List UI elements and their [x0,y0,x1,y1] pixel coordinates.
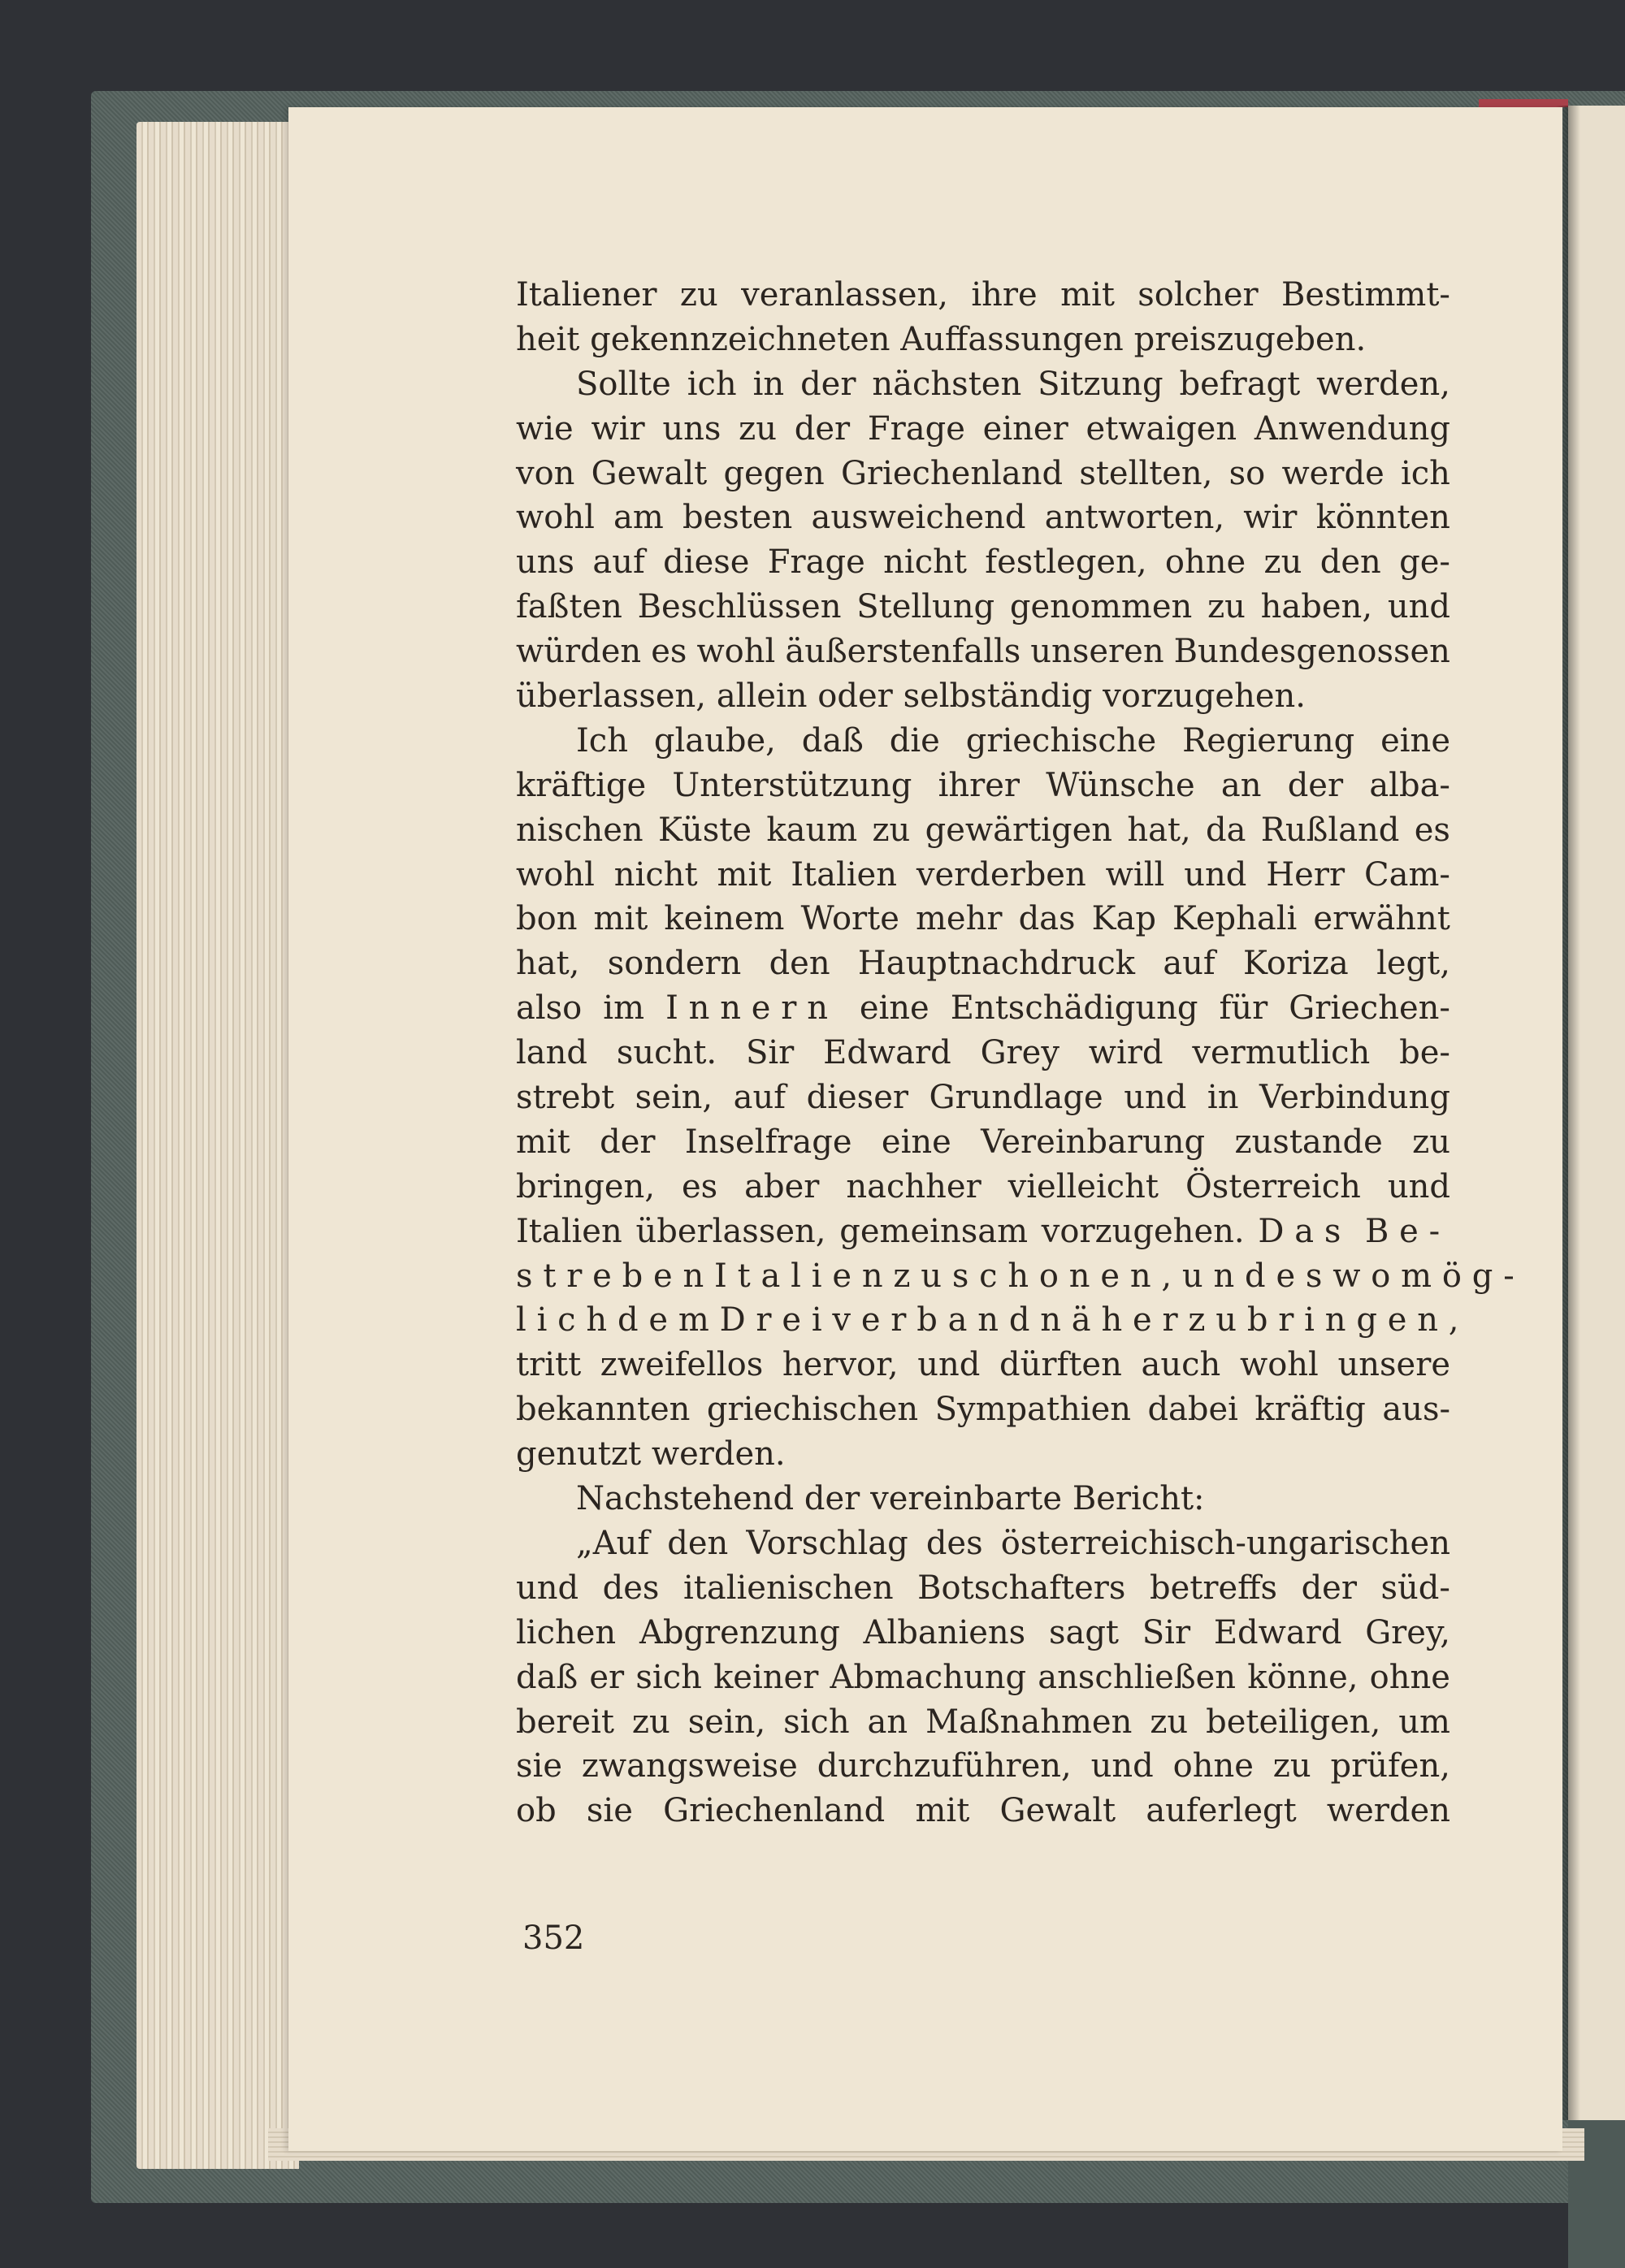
word: Griechen- [1289,989,1450,1028]
word: zu [739,409,778,448]
word: wohl [696,633,776,671]
text-line [516,630,1450,674]
word: wohl [516,499,595,537]
word: Worte [800,900,899,938]
text-line [516,362,1450,407]
spaced-word: Das [1258,1212,1352,1250]
text-line [516,941,1450,986]
word: betreffs [1149,1569,1278,1607]
word: Sollte [576,365,671,403]
word: gemeinsam [839,1212,1029,1250]
word: stellten, [1079,454,1213,492]
word: bekannten [516,1391,691,1429]
word: süd- [1380,1569,1450,1607]
word: Grey [980,1034,1060,1072]
word: bereit [516,1703,614,1741]
word: auf [1163,945,1216,983]
word: Entschädigung [950,989,1198,1028]
word: vermutlich [1192,1034,1371,1072]
word: daß [801,721,864,760]
spaced-word: Italien [714,1257,894,1295]
word: nicht [883,543,967,582]
text-line [516,808,1450,853]
word: prüfen, [1330,1747,1450,1785]
word: Frage [867,409,965,448]
word: also [516,989,583,1028]
word: genommen [1009,588,1193,626]
word: der [600,1123,656,1161]
spaced-word: womög- [1332,1257,1525,1295]
word: dieser [806,1079,908,1117]
word: zu [1412,1123,1450,1161]
word: ob [516,1792,557,1830]
word: genutzt [516,1435,642,1474]
word: veranlassen, [741,276,948,314]
word: italienischen [682,1569,894,1607]
word: wird [1088,1034,1164,1072]
word: da [1206,811,1246,849]
word: ich [1400,454,1450,492]
text-line [516,1744,1450,1789]
word: und [1184,855,1247,894]
word: ihrer [938,766,1020,804]
word: griechische [965,721,1157,760]
word: griechischen [706,1391,919,1429]
word: österreichisch-ungarischen [1000,1524,1450,1562]
word: Cam- [1363,855,1450,894]
word: der [804,1480,860,1518]
word: dabei [1147,1391,1238,1429]
word: mit [593,900,648,938]
word: ausweichend [811,499,1026,537]
word: sie [516,1747,562,1785]
word: in [1207,1079,1239,1117]
word: Bericht: [1072,1480,1205,1518]
word: zustande [1234,1123,1383,1161]
word: erwähnt [1313,900,1450,938]
word: so [1228,454,1266,492]
word: gewärtigen [925,811,1112,849]
page-stack-edge [136,122,299,2169]
word: vereinbarte [870,1480,1063,1518]
word: Edward [1213,1613,1342,1651]
text-line [516,585,1450,630]
word: Wünsche [1046,766,1195,804]
word: Griechenland [840,454,1064,492]
word: glaube, [653,721,776,760]
text-line [516,1031,1450,1076]
word: „Auf [576,1524,650,1562]
word: land [516,1034,588,1072]
word: antworten, [1044,499,1225,537]
word: befragt [1179,365,1301,403]
word: Grundlage [929,1079,1103,1117]
word: wohl [1239,1346,1319,1384]
word: ohne [1369,1658,1450,1696]
word: Herr [1266,855,1346,894]
text-line [516,496,1450,540]
word: Inselfrage [684,1123,852,1161]
word: Italien [791,855,897,894]
word: sein, [635,1079,713,1117]
word: werden, [1316,365,1450,403]
word: etwaigen [1086,409,1237,448]
text-line [516,1165,1450,1210]
word: hat, [1127,811,1191,849]
text-line [516,1210,1450,1254]
word: werden [1326,1792,1450,1830]
spaced-word: Innern [665,989,838,1028]
word: Italiener [516,276,657,314]
word: Kap [1091,900,1156,938]
word: gegen [723,454,825,492]
word: an [867,1703,908,1741]
word: werde [1281,454,1384,492]
word: äußerstenfalls [785,633,1021,671]
word: zwangsweise [581,1747,798,1785]
word: will [1105,855,1165,894]
word: wir [591,409,645,448]
word: sondern [607,945,742,983]
word: aber [744,1167,820,1205]
spaced-word: schonen, [951,1257,1182,1295]
body-text [516,273,1525,1833]
word: es [1414,811,1450,849]
word: Nachstehend [576,1480,795,1518]
word: ihre [971,276,1038,314]
word: zu [872,811,911,849]
word: Koriza [1243,945,1349,983]
word: Regierung [1182,721,1355,760]
text-line [516,1477,1450,1521]
spaced-word: zu [893,1257,952,1295]
word: den [769,945,830,983]
word: Österreich [1185,1167,1361,1205]
word: könnten [1315,499,1450,537]
word: und [917,1346,981,1384]
text-line [516,897,1450,941]
spaced-word: lich [516,1301,618,1340]
word: Grey, [1365,1613,1450,1651]
word: sich [783,1703,850,1741]
word: sein, [687,1703,766,1741]
word: überlassen, [516,677,707,716]
text-line [516,853,1450,898]
word: nächsten [872,365,1022,403]
word: Edward [823,1034,951,1072]
text-line [516,540,1450,585]
word: wir [1243,499,1298,537]
text-line [516,1343,1450,1387]
word: den [667,1524,729,1562]
word: Abgrenzung [639,1613,840,1651]
word: strebt [516,1079,615,1117]
word: es [682,1167,718,1205]
word: Sitzung [1038,365,1164,403]
word: lichen [516,1613,617,1651]
word: Verbindung [1259,1079,1450,1117]
page-number: 352 [522,1920,585,1957]
word: Bundesgenossen [1173,633,1450,671]
word: Gewalt [999,1792,1116,1830]
word: vorzugehen. [1103,677,1306,716]
word: zu [631,1703,670,1741]
word: preiszugeben. [1133,320,1367,358]
word: die [889,721,940,760]
word: eine [859,989,930,1028]
word: zu [1150,1703,1189,1741]
word: mehr [916,900,1003,938]
word: sucht. [616,1034,717,1072]
word: haben, [1260,588,1373,626]
word: überlassen, [635,1212,826,1250]
word: des [925,1524,983,1562]
word: allein [716,677,808,716]
word: Anwendung [1254,409,1450,448]
word: und [1124,1079,1187,1117]
word: selbständig [903,677,1093,716]
word: anschließen [1038,1658,1237,1696]
word: auferlegt [1146,1792,1297,1830]
text-line [516,273,1450,318]
word: Frage [767,543,865,582]
word: der [1301,1569,1357,1607]
word: an [1220,766,1262,804]
word: mit [516,1123,570,1161]
word: und [516,1569,579,1607]
text-line [516,1700,1450,1745]
spaced-word: es [1276,1257,1333,1295]
word: zu [1263,543,1302,582]
word: und [1387,1167,1450,1205]
word: zu [1272,1747,1311,1785]
word: Auffassungen [900,320,1124,358]
word: keinem [664,900,785,938]
word: auch [1141,1346,1221,1384]
text-line [516,674,1450,719]
word: Rußland [1260,811,1400,849]
word: um [1398,1703,1450,1741]
word: und [1090,1747,1154,1785]
word: in [752,365,785,403]
spaced-word: Dreiverband [719,1301,1041,1340]
spaced-word: näherzubringen, [1040,1301,1470,1340]
word: unsere [1337,1346,1450,1384]
word: verderben [916,855,1086,894]
word: von [516,454,575,492]
word: der [1287,766,1344,804]
word: legt, [1376,945,1450,983]
word: wohl [516,855,595,894]
word: Italien [516,1212,622,1250]
text-line [516,719,1450,764]
word: nachher [846,1167,982,1205]
spaced-word: und [1181,1257,1276,1295]
word: Küste [658,811,752,849]
word: im [603,989,645,1028]
word: diese [663,543,750,582]
text-line [516,1432,1450,1477]
word: oder [817,677,893,716]
text-line [516,986,1450,1031]
word: sagt [1048,1613,1120,1651]
word: beteiligen, [1206,1703,1381,1741]
word: es [651,633,687,671]
word: Kephali [1172,900,1298,938]
spaced-word: Be- [1364,1212,1450,1250]
word: uns [516,543,575,582]
word: Botschafters [917,1569,1126,1607]
word: der [800,365,856,403]
word: sich [635,1658,702,1696]
word: Beschlüssen [637,588,842,626]
word: Bestimmt- [1281,276,1450,314]
word: hervor, [782,1346,899,1384]
text-line [516,1076,1450,1120]
word: heit [516,320,580,358]
word: ohne [1164,543,1246,582]
word: sie [586,1792,633,1830]
text-line [516,764,1450,808]
word: uns [662,409,722,448]
word: Hauptnachdruck [857,945,1135,983]
word: besten [682,499,793,537]
word: zweifellos [600,1346,764,1384]
word: keiner [713,1658,819,1696]
word: Sympathien [934,1391,1132,1429]
word: bringen, [516,1167,656,1205]
word: er [589,1658,625,1696]
word: nicht [613,855,698,894]
word: ich [687,365,737,403]
bookmark-ribbon [1479,99,1568,107]
word: und [1387,588,1450,626]
word: durchzuführen, [817,1747,1072,1785]
word: daß [516,1658,578,1696]
word: eine [1380,721,1450,760]
word: Griechenland [663,1792,886,1830]
word: den [1320,543,1381,582]
spaced-word: dem [617,1301,720,1340]
word: mit [1060,276,1115,314]
word: eine [881,1123,951,1161]
word: der [794,409,851,448]
word: Abmachung [830,1658,1027,1696]
word: des [602,1569,660,1607]
word: Vereinbarung [981,1123,1206,1161]
word: könne, [1247,1658,1358,1696]
word: gekennzeichneten [590,320,890,358]
word: bon [516,900,578,938]
word: nischen [516,811,644,849]
text-line [516,1521,1450,1566]
text-line [516,1611,1450,1656]
word: tritt [516,1346,582,1384]
text-line [516,1566,1450,1611]
word: Gewalt [591,454,708,492]
word: Sir [1142,1613,1191,1651]
word: hat, [516,945,580,983]
word: mit [717,855,772,894]
text-line [516,1120,1450,1165]
text-line [516,318,1450,362]
word: ge- [1399,543,1450,582]
word: unseren [1030,633,1164,671]
word: Maßnahmen [925,1703,1133,1741]
text-line [516,452,1450,496]
word: be- [1399,1034,1450,1072]
word: mit [915,1792,970,1830]
word: zu [1207,588,1246,626]
word: werden. [651,1435,786,1474]
word: Albaniens [863,1613,1026,1651]
word: ohne [1172,1747,1254,1785]
word: das [1018,900,1076,938]
word: zu [679,276,718,314]
word: kräftig [1254,1391,1366,1429]
word: auf [592,543,645,582]
text-line [516,1298,1470,1343]
word: für [1219,989,1268,1028]
word: festlegen, [985,543,1147,582]
text-line [516,1656,1450,1700]
word: Vorschlag [746,1524,908,1562]
word: wie [516,409,574,448]
word: alba- [1369,766,1450,804]
word: faßten [516,588,622,626]
word: auf [733,1079,786,1117]
word: vielleicht [1008,1167,1159,1205]
word: Unterstützung [672,766,912,804]
text-line [516,1387,1450,1432]
word: solcher [1138,276,1259,314]
word: am [613,499,664,537]
word: Stellung [856,588,995,626]
text-line [516,407,1450,452]
word: dürften [999,1346,1122,1384]
spaced-word: streben [516,1257,715,1295]
word: würden [516,633,642,671]
word: vorzugehen. [1041,1212,1245,1250]
word: einer [982,409,1068,448]
word: aus- [1382,1391,1450,1429]
text-line [516,1254,1525,1299]
word: Sir [745,1034,795,1072]
word: Ich [576,721,628,760]
text-line [516,1789,1450,1833]
word: kaum [766,811,858,849]
word: kräftige [516,766,647,804]
